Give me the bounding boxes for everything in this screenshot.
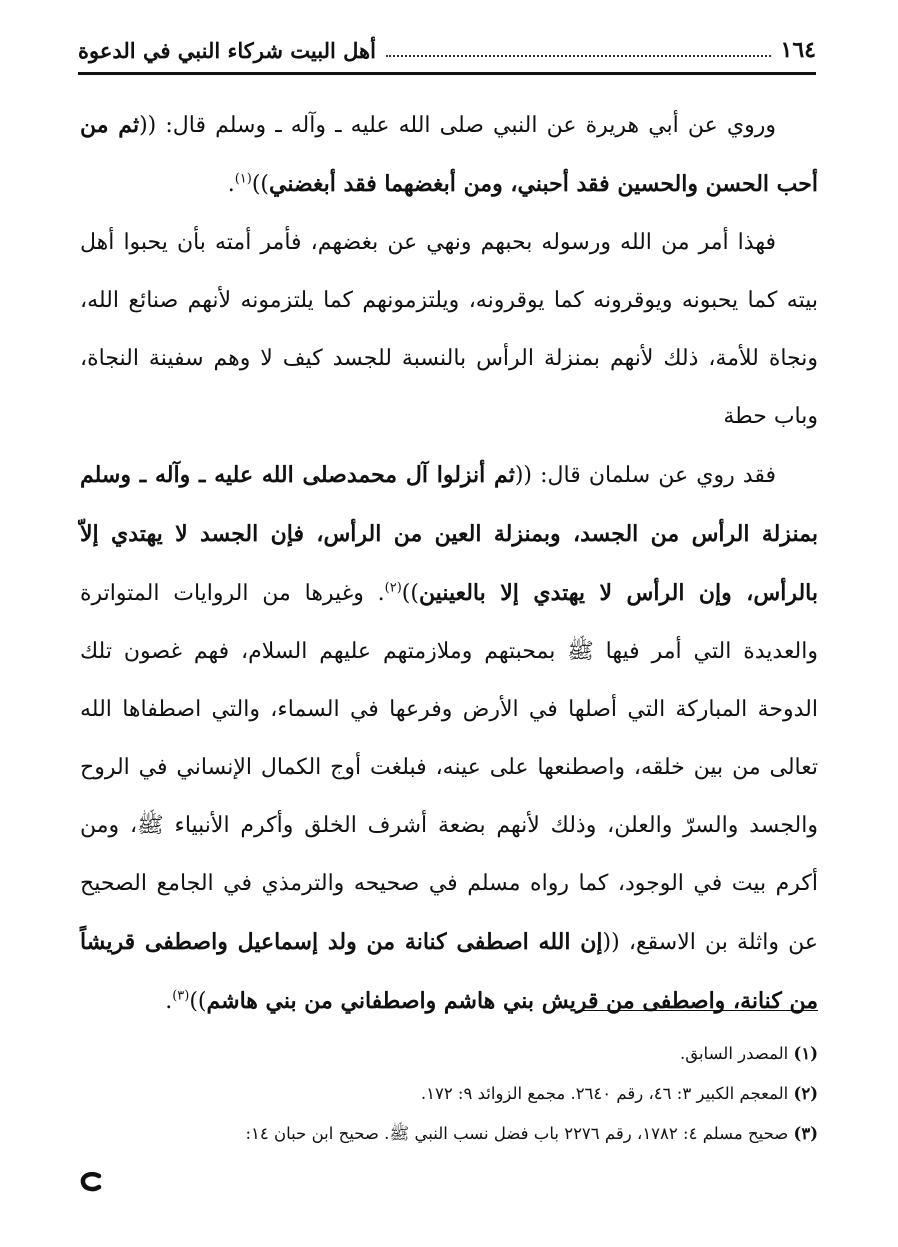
paragraph-1: [80, 96, 818, 214]
footnote-ref-2[interactable]: (٢): [384, 580, 402, 596]
continuation-mark-icon: [80, 1172, 102, 1192]
footnote-number: (٣): [793, 1124, 818, 1143]
header-title: أهل البيت شركاء النبي في الدعوة: [78, 37, 376, 63]
para3-text: فقد روي عن سلمان قال: ((: [514, 463, 777, 488]
para3-hadith: ثم أنزلوا آل محمدصلى الله عليه ـ وآله ـ وسلم بمنزلة الرأس من الجسد، وبمنزلة العين من الرأس، فإن الجسد لا يهتدي إلاّ بالرأس، وإن الرأس لا يهتدي إلا بالعينين: [80, 462, 818, 606]
footnote-text: صحيح مسلم ٤: ١٧٨٢، رقم ٢٢٧٦ باب فضل نسب النبي ﷺ. صحيح ابن حبان ١٤:: [245, 1124, 789, 1143]
footnote-ref-3[interactable]: (٣): [172, 988, 190, 1004]
para3-close: )): [401, 581, 419, 606]
footnote-separator: [578, 1010, 818, 1011]
paragraph-2: فهذا أمر من الله ورسوله بحبهم ونهي عن بغضهم، فأمر أمته بأن يحبوا أهل بيته كما يحبونه ويوقرونه كما يوقرونه، ويلتزمونهم كما يلتزمونه لأنهم صنائع الله، ونجاة للأمة، ذلك لأنهم بمنزلة الرأس بالنسبة للجسد كيف لا وهم سفينة النجاة، وباب حطة: [80, 230, 818, 429]
para3-middle-text: . وغيرها من الروايات المتواترة والعديدة التي أمر فيها ﷺ بمحبتهم وملازمتهم عليهم السلام، فهم غصون تلك الدوحة المباركة التي أصلها في الأرض وفرعها في السماء، والتي اصطفاها الله تعالى من بين خلقه، واصطنعها على عينه، فبلغت أوج الكمال الإنساني في الروح والجسد والسرّ والعلن، وذلك لأنهم بضعة أشرف الخلق وأكرم الأنبياء ﷺ، ومن أكرم بيت في الوجود، كما رواه مسلم في صحيحه والترمذي في الجامع الصحيح عن واثلة بن الاسقع، ((: [80, 581, 818, 955]
para3-close-2: )): [189, 989, 207, 1014]
main-text: [80, 96, 818, 1014]
para1-text: وروي عن أبي هريرة عن النبي صلى الله عليه ـ وآله ـ وسلم قال: ((: [139, 113, 776, 138]
para1-close: )): [251, 172, 269, 197]
footnote-number: (١): [793, 1044, 818, 1063]
footnote-ref-1[interactable]: (١): [234, 171, 252, 187]
para3-end: .: [165, 989, 173, 1014]
para3-hadith-2: إن الله اصطفى كنانة من ولد إسماعيل واصطفى قريشاً من كنانة، واصطفى من قريش بني هاشم واصطفاني من بني هاشم: [80, 929, 818, 1014]
paragraph-3: [80, 446, 818, 1031]
footnote-text: المعجم الكبير ٣: ٤٦، رقم ٢٦٤٠. مجمع الزوائد ٩: ١٧٢.: [420, 1084, 789, 1103]
page-number: ١٦٤: [780, 37, 816, 63]
footnote-number: (٢): [793, 1084, 818, 1103]
header-dotted-leader: [386, 55, 771, 57]
footnote-text: المصدر السابق.: [679, 1044, 789, 1063]
running-header: [78, 28, 816, 75]
para1-hadith: ثم من أحب الحسن والحسين فقد أحبني، ومن أبغضهما فقد أبغضني: [80, 112, 818, 197]
para1-end: .: [227, 172, 235, 197]
footnotes: [80, 1034, 818, 1154]
footnote-2: [80, 1074, 818, 1114]
footnote-3: [80, 1114, 818, 1154]
footnote-1: [80, 1034, 818, 1074]
